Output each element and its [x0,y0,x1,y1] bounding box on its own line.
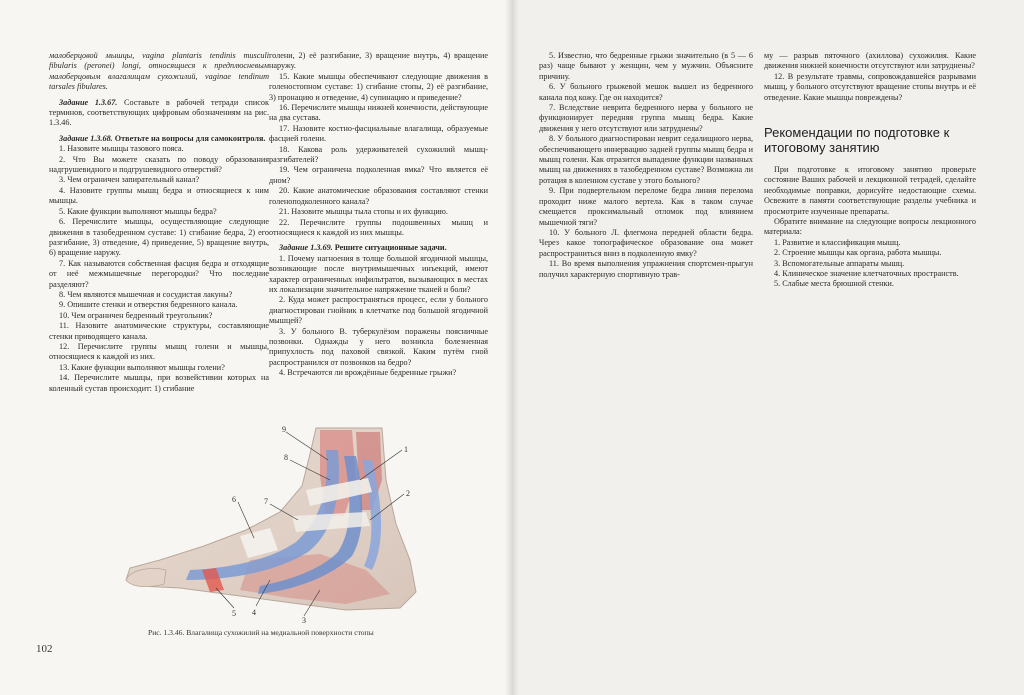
question-item: 16. Перечислите мышцы нижней конечности, действующие на два сустава. [269,103,488,123]
question-item: 11. Назовите анатомические структуры, составляющие стенки приводящего канала. [49,321,269,341]
task-1-3-68 [49,134,269,144]
situation-item: 5. Известно, что бедренные грыжи значительно (в 5 — 6 раз) чаще бывают у женщин, чем у мужчин. Объясните причину. [539,51,753,81]
question-item: 13. Какие функции выполняют мышцы голени? [59,362,225,372]
recommendation-item: 5. Слабые места брюшной стенки. [774,279,894,289]
continuation-text: голени, 2) её разгибание, 3) вращение внутрь, 4) вращение наружу. [269,51,488,71]
situation-item: 8. У больного диагностирован неврит седалищного нерва, обеспечивающего иннервацию задней группы мышц бедра и мышц голени. Как отразится выпадение функции названных мышц на движениях в тазобедренном суставе? Возможна ли ротация в коленном суставе у этого больного? [539,134,753,185]
question-item: 5. Какие функции выполняют мышцы бедра? [59,206,217,216]
figure-label: 2 [406,489,410,498]
figure-caption: Рис. 1.3.46. Влагалища сухожилий на медиальной поверхности стопы [148,628,374,637]
section-heading: Рекомендации по подготовке к итоговому занятию [764,125,950,155]
recommendation-item: 1. Развитие и классификация мышц. [774,237,901,247]
task-1-3-67 [49,98,269,129]
task-number: Задание 1.3.68. [59,133,113,143]
question-item: 3. Чем ограничен запирательный канал? [59,175,200,185]
task-text: Ответьте на вопросы для самоконтроля. [112,133,266,143]
question-item: 20. Какие анатомические образования составляют стенки голеноподколенного канала? [269,186,488,206]
figure-label: 8 [284,453,288,462]
question-item: 1. Назовите мышцы тазового пояса. [59,144,184,154]
figure-label: 7 [264,497,268,506]
situation-item: 1. Почему нагноения в толще большой ягодичной мышцы, возникающие после внутримышечных инъекций, имеют характер ограниченных инфильтратов, вызывающих в местах их локализации значительное напряжение тканей и боли? [269,253,488,294]
question-item: 18. Какова роль удерживателей сухожилий мышц-разгибателей? [269,144,488,165]
recommendation-item: 2. Строение мышцы как органа, работа мышцы. [774,248,942,258]
situation-item: 12. В результате травмы, сопровождавшейся разрывами мышц, у больного отсутствуют вращение стопы внутрь и её отведение. Какие мышцы повреждены? [764,71,976,102]
recommendation-item: 3. Вспомогательные аппараты мышц. [774,258,905,268]
situation-item: 10. У больного Л. флегмона передней области бедра. Через какое топографическое образование она может распространиться вниз в подколенную ямку? [539,227,753,258]
task-text: Решите ситуационные задачи. [332,243,447,253]
question-item: 10. Чем ограничен бедренный треугольник? [59,310,213,320]
figure-label: 1 [404,445,408,454]
figure-label: 5 [232,609,236,618]
task-number: Задание 1.3.69. [279,243,333,253]
right-column-1 [539,51,753,280]
book-gutter [505,0,519,695]
question-item: 22. Перечислите группы подошвенных мышц и относящиеся к каждой из них мышцы. [269,217,488,237]
question-item: 12. Перечислите группы мышц голени и мышцы, относящиеся к каждой из них. [49,341,269,362]
situation-item: 3. У больного В. туберкулёзом поражены поясничные позвонки. Однажды у него возникла болезненная припухлость под паховой связкой. Каким путём гной распространился от позвонков на бедро? [269,326,488,367]
question-item: 7. Как называются собственная фасция бедра и отходящие от неё межмышечные перегородки? Что последние разделяют? [49,258,269,289]
figure-label: 9 [282,425,286,434]
recommendation-paragraph: Обратите внимание на следующие вопросы лекционного материала: [764,217,976,237]
figure-label: 6 [232,495,236,504]
situation-item: 9. При подвертельном переломе бедра линия перелома проходит ниже малого вертела. Как в таком случае смещается проксимальный отломок под влиянием мышечной тяги? [539,186,753,227]
question-item: 8. Чем являются мышечная и сосудистая лакуны? [59,289,233,299]
question-item: 9. Опишите стенки и отверстия бедренного канала. [59,300,238,310]
situation-item: 4. Встречаются ли врождённые бедренные грыжи? [279,368,457,378]
page-number: 102 [36,643,53,655]
question-item: 15. Какие мышцы обеспечивают следующие движения в голеностопном суставе: 1) сгибание стопы, 2) её разгибание, 3) пронацию и отведение, 4) супинацию и приведение? [269,71,488,102]
intro-text: малоберцовой мышцы, vagina plantaris tendinis musculi fibularis (peronei) longi, относящиеся к предплюсневым малоберцовым влагалищам сухожилий, vaginae tendinum tarsales fibulares. [49,51,269,92]
recommendations-body [764,165,976,290]
situation-item: 6. У больного грыжевой мешок вышел из бедренного канала под кожу. Где он находится? [539,82,753,102]
figure-label: 3 [302,616,306,625]
question-item: 6. Перечислите мышцы, осуществляющие следующие движения в тазобедренном суставе: 1) сгибание бедра, 2) его разгибание, 3) отведение, 4) приведение, 5) вращение внутрь, 6) вращение наружу. [49,217,269,258]
right-column-2 [764,51,976,103]
question-item: 17. Назовите костно-фасциальные влагалища, образуемые фасцией голени. [269,123,488,144]
continuation-text: му — разрыв пяточного (ахиллова) сухожилия. Какие движения нижней конечности отсутствуют или затруднены? [764,51,976,71]
recommendation-item: 4. Клиническое значение клетчаточных пространств. [774,269,959,279]
question-item: 14. Перечислите мышцы, при возвейстивии которых на коленный сустав происходит: 1) сгибание [49,373,269,393]
task-number: Задание 1.3.67. [59,97,118,107]
question-item: 19. Чем ограничена подколенная ямка? Что является её дном? [269,165,488,185]
recommendation-paragraph: При подготовке к итоговому занятию проверьте состояние Ваших рабочей и лекционной тетрадей, сделайте необходимые поправки, дорисуйте недостающие схемы. Освежите в памяти соответствующие разделы учебника и просмотрите изученные препараты. [764,165,976,216]
figure-label: 4 [252,608,256,617]
question-item: 21. Назовите мышцы тыла стопы и их функцию. [279,207,448,217]
left-column-2 [269,51,488,379]
question-item: 2. Что Вы можете сказать по поводу образования надгрушевидного и подгрушевидного отверстий? [49,154,269,175]
task-text: Составьте в рабочей тетради список терминов, соответствующих цифровым обозначениям на рис. 1.3.46. [49,97,269,128]
situation-item: 2. Куда может распространяться процесс, если у больного диагностирован гнойник в клетчатке под большой ягодичной мышцей? [269,295,488,326]
question-item: 4. Назовите группы мышц бедра и относящиеся к ним мышцы. [49,185,269,206]
situation-item: 7. Вследствие неврита бедренного нерва у больного не функционирует передняя группа мышц бедра. Какие движения у него отсутствуют или затруднены? [539,103,753,133]
situation-item: 11. Во время выполнения упражнения спортсмен-прыгун получил характерную спортивную трав- [539,259,753,279]
foot-tendon-sheaths-figure [120,420,440,626]
left-column-1 [49,51,269,394]
task-1-3-69 [269,243,488,253]
intro-paragraph [49,51,269,93]
